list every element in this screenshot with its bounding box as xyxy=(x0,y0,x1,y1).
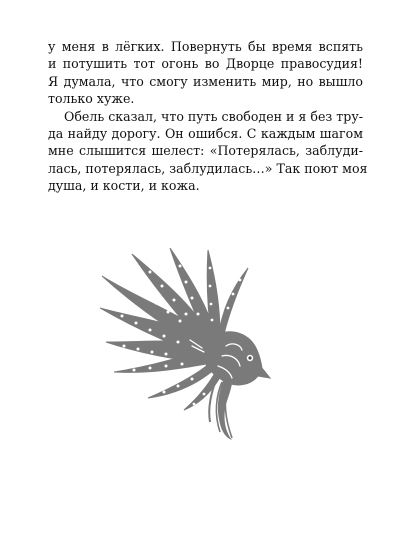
bird-illustration xyxy=(92,246,274,442)
text-line: и потушить тот огонь во Дворце правосудия! xyxy=(48,56,363,72)
text-line: душа, и кости, и кожа. xyxy=(48,178,200,194)
paragraph-2 xyxy=(48,108,368,195)
text-line: мне слышится шелест: «Потерялась, заблуди- xyxy=(48,143,363,159)
bird-icon xyxy=(92,246,274,442)
paragraph-1 xyxy=(48,38,363,108)
text-line: да найду дорогу. Он ошибся. С каждым шагом xyxy=(48,126,363,142)
page-text xyxy=(48,38,368,195)
text-line: у меня в лёгких. Повернуть бы время вспять xyxy=(48,39,363,54)
text-line: лась, потерялась, заблудилась…» Так поют моя xyxy=(48,160,368,176)
text-line: только хуже. xyxy=(48,91,135,107)
text-line: Я думала, что смогу изменить мир, но вышло xyxy=(48,73,363,89)
text-line: Обель сказал, что путь свободен и я без тру- xyxy=(64,108,363,124)
